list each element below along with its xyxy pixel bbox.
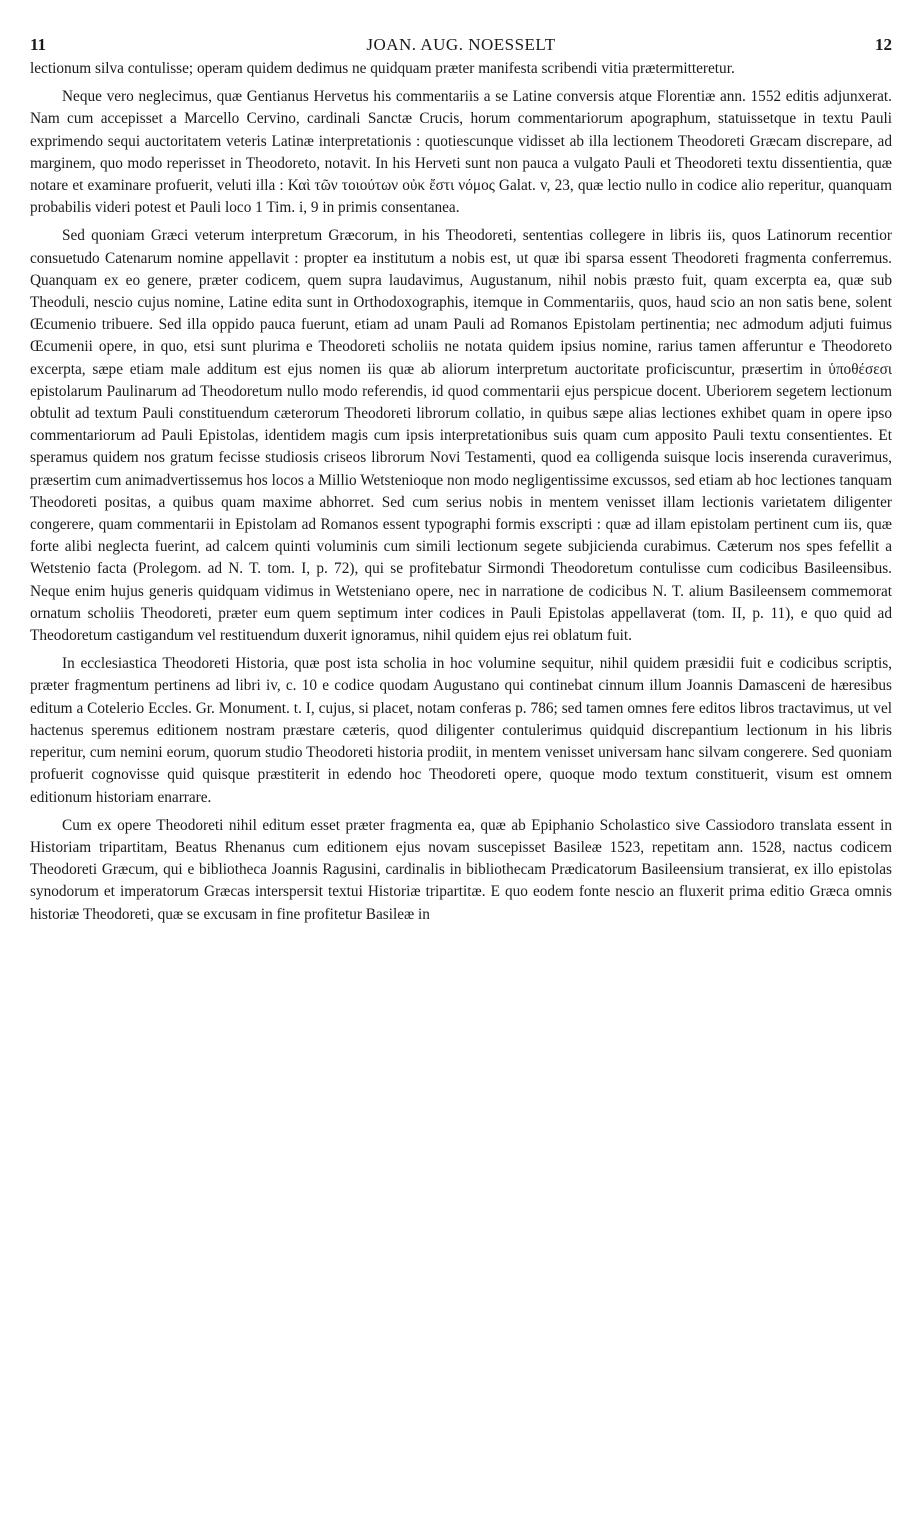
page-number-right: 12 — [875, 35, 892, 54]
paragraph: Sed quoniam Græci veterum interpretum Græcorum, in his Theodoreti, sententias collegere in libris iis, quos Latinorum recentior consuetudo Catenarum nomine appellavit : propter ea institutum a nobis est, ut quæ ibi sparsa essent Theodoreti fragmenta conferremus. Quanquam ex eo genere, præter codicem, quem supra laudavimus, Augustanum, nihil nobis præsto fuit, quam excerpta ea, quæ sub Theoduli, nescio cujus nomine, Latine edita sunt in Orthodoxographis, itemque in Commentariis, quos, haud scio an non satis bene, solent Œcumenio tribuere. Sed illa oppido pauca fuerunt, etiam ad unam Pauli ad Romanos Epistolam pertinentia; nec admodum adjuti fuimus Œcumenii opere, in quo, etsi sunt plurima e Theodoreti scholiis ne notata quidem ipsius nomine, rarius tamen afferuntur e Theodoreto excerpta, sæpe etiam male additum est ejus nomen iis quæ ab aliorum interpretum auctoritate proficiscuntur, præsertim in ὑποθέσεσι epistolarum Paulinarum ad Theodoretum nullo modo referendis, id quod commentarii ejus perspicue docent. Uberiorem segetem lectionum obtulit ad textum Pauli constituendum cæterorum Theodoreti librorum collatio, in quibus sæpe alias lectiones exhibet quam in opere ipso commentariorum ad Pauli Epistolas, identidem magis cum ipsis interpretationibus suis quam cum apposito Pauli textu consentientes. Et speramus quidem nos gratum fecisse studiosis criseos librorum Novi Testamenti, quod ea colligenda suisque locis inserenda curaverimus, præsertim cum animadvertissemus hos locos a Millio Wetstenioque non modo negligentissime excussos, sed etiam ab hoc lectiones tanquam Theodoreti positas, a quibus quam maxime abhorret. Sed cum serius nobis in mentem venisset illam lectionis varietatem diligenter congerere, quam commentarii in Epistolam ad Romanos essent typographi formis exscripti : quæ ad illam epistolam pertinent cum iis, quæ forte alibi neglecta fuerint, ad calcem quinti voluminis cum simili lectionum segete subjicienda curabimus. Cæterum nos spes fefellit a Wetstenio facta (Prolegom. ad N. T. tom. I, p. 72), qui se profitebatur Sirmondi Theodoretum contulisse cum codicibus Basileensibus. Neque enim hujus generis quidquam vidimus in Wetsteniano opere, nec in narratione de codicibus N. T. alium Basileensem commemorat ornatum scholiis Theodoreti, præter eum quem septimum inter codices in Pauli Epistolas appellaverat (tom. II, p. 11), e quo quid ad Theodoretum castigandum vel restituendum duxerit ignoramus, nihil quidem ejus rei oblatum fuit. — [30, 227, 892, 645]
page-header — [30, 34, 892, 56]
running-head: JOAN. AUG. NOESSELT — [366, 35, 556, 54]
paragraph: In ecclesiastica Theodoreti Historia, quæ post ista scholia in hoc volumine sequitur, nihil quidem præsidii fuit e codicibus scriptis, præter fragmentum pertinens ad libri iv, c. 10 e codice quodam Augustano qui continebat cinnum illum Joannis Damasceni de hæresibus editum a Cotelerio Eccles. Gr. Monument. t. I, cujus, si placet, notam conferas p. 786; sed tamen omnes fere editos libros tractavimus, ut vel hactenus speremus editionem nostram præstare cæteris, quod diligenter contulerimus quidquid discrepantium lectionum in his libris reperitur, cum nemini eorum, quorum studio Theodoreti historia prodiit, in mentem venisset universam hanc silvam congerere. Sed quoniam profuerit cognovisse quid quisque præstiterit in edendo hoc Theodoreti opere, quoque modo textum constituerit, visum est omnem editionum historiam enarrare. — [30, 655, 892, 806]
body-text — [30, 58, 892, 926]
page — [30, 34, 892, 932]
paragraph: Neque vero neglecimus, quæ Gentianus Hervetus his commentariis a se Latine conversis atque Florentiæ ann. 1552 editis adjunxerat. Nam cum accepisset a Marcello Cervino, cardinali Sanctæ Crucis, horum commentariorum apographum, statuissetque in textu Pauli exprimendo sequi auctoritatem veteris Latinæ interpretationis : quotiescunque vidisset ab illa lectionem Theodoreti Græcam discrepare, ad marginem, quo modo reperisset in Theodoreto, notavit. In his Herveti sunt non pauca a vulgato Pauli et Theodoreti textu dissentientia, quæ notare et examinare profuerit, veluti illa : Καὶ τῶν τοιούτων οὐκ ἔστι νόμος Galat. v, 23, quæ lectio nullo in codice alio reperitur, quanquam probabilis videri potest et Pauli loco 1 Tim. i, 9 in primis consentanea. — [30, 88, 892, 217]
paragraph: Cum ex opere Theodoreti nihil editum esset præter fragmenta ea, quæ ab Epiphanio Scholastico sive Cassiodoro translata essent in Historiam tripartitam, Beatus Rhenanus cum editionem ejus novam suscepisset Basileæ 1523, repetitam ann. 1528, nactus codicem Theodoreti Græcum, qui e bibliotheca Joannis Ragusini, cardinalis in bibliothecam Prædicatorum Basileensium transierat, ex illo epistolas synodorum et imperatorum Græcas interspersit textui Historiæ tripartitæ. E quo eodem fonte nescio an fluxerit prima editio Græca omnis historiæ Theodoreti, quæ se excusam in fine profitetur Basileæ in — [30, 816, 892, 923]
page-number-left: 11 — [30, 35, 47, 54]
paragraph: lectionum silva contulisse; operam quidem dedimus ne quidquam præter manifesta scribendi vitia prætermitteretur. — [30, 60, 735, 77]
